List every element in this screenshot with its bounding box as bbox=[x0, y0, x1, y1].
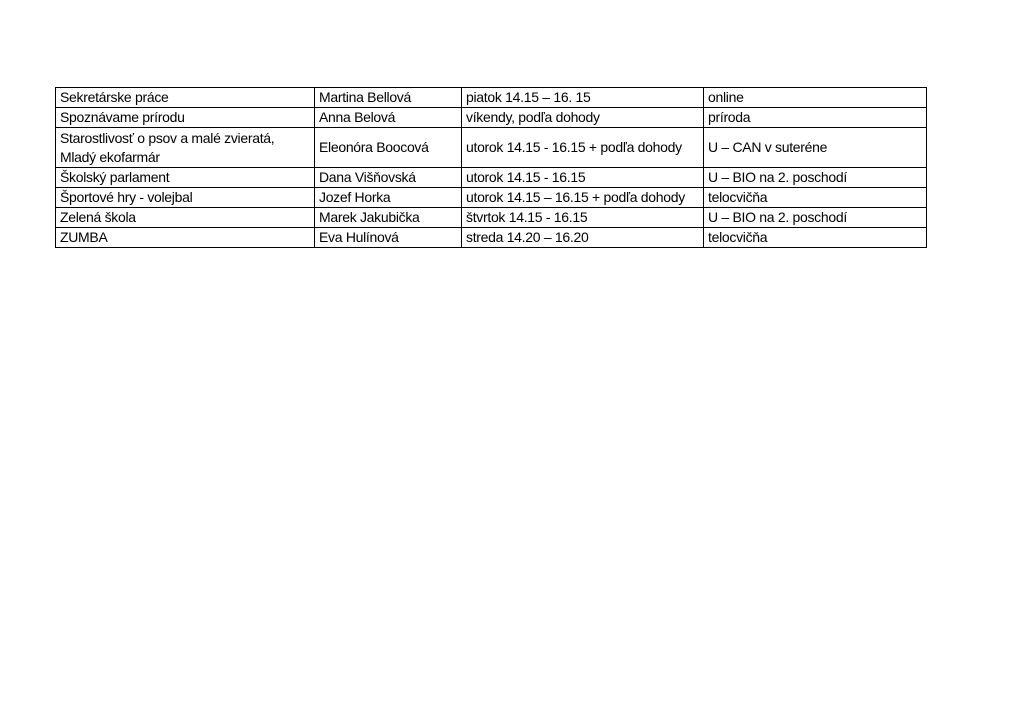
teacher-cell: Martina Bellová bbox=[315, 88, 462, 108]
activity-cell: ZUMBA bbox=[56, 228, 315, 248]
place-cell: online bbox=[704, 88, 927, 108]
activity-cell: Sekretárske práce bbox=[56, 88, 315, 108]
time-cell: utorok 14.15 – 16.15 + podľa dohody bbox=[462, 188, 704, 208]
activity-line: Mladý ekofarmár bbox=[60, 148, 160, 165]
teacher-cell: Jozef Horka bbox=[315, 188, 462, 208]
table-row bbox=[56, 168, 927, 188]
teacher-cell: Eleonóra Boocová bbox=[315, 128, 462, 168]
activity-cell: Školský parlament bbox=[56, 168, 315, 188]
place-cell: telocvičňa bbox=[704, 228, 927, 248]
table-row bbox=[56, 188, 927, 208]
table-row bbox=[56, 128, 927, 168]
time-cell: utorok 14.15 - 16.15 + podľa dohody bbox=[462, 128, 704, 168]
time-cell: utorok 14.15 - 16.15 bbox=[462, 168, 704, 188]
place-cell: U – BIO na 2. poschodí bbox=[704, 208, 927, 228]
teacher-cell: Anna Belová bbox=[315, 108, 462, 128]
activity-line: Starostlivosť o psov a malé zvieratá, bbox=[60, 129, 275, 146]
activity-schedule-table bbox=[55, 87, 927, 248]
table-row bbox=[56, 108, 927, 128]
activity-cell: Športové hry - volejbal bbox=[56, 188, 315, 208]
time-cell: víkendy, podľa dohody bbox=[462, 108, 704, 128]
teacher-cell: Marek Jakubička bbox=[315, 208, 462, 228]
activity-cell bbox=[56, 128, 315, 168]
time-cell: piatok 14.15 – 16. 15 bbox=[462, 88, 704, 108]
time-cell: streda 14.20 – 16.20 bbox=[462, 228, 704, 248]
time-cell: štvrtok 14.15 - 16.15 bbox=[462, 208, 704, 228]
table-row bbox=[56, 208, 927, 228]
place-cell: U – CAN v suteréne bbox=[704, 128, 927, 168]
place-cell: príroda bbox=[704, 108, 927, 128]
teacher-cell: Eva Hulínová bbox=[315, 228, 462, 248]
activity-cell: Zelená škola bbox=[56, 208, 315, 228]
table-row bbox=[56, 88, 927, 108]
teacher-cell: Dana Višňovská bbox=[315, 168, 462, 188]
place-cell: telocvičňa bbox=[704, 188, 927, 208]
table-row bbox=[56, 228, 927, 248]
activity-cell: Spoznávame prírodu bbox=[56, 108, 315, 128]
place-cell: U – BIO na 2. poschodí bbox=[704, 168, 927, 188]
